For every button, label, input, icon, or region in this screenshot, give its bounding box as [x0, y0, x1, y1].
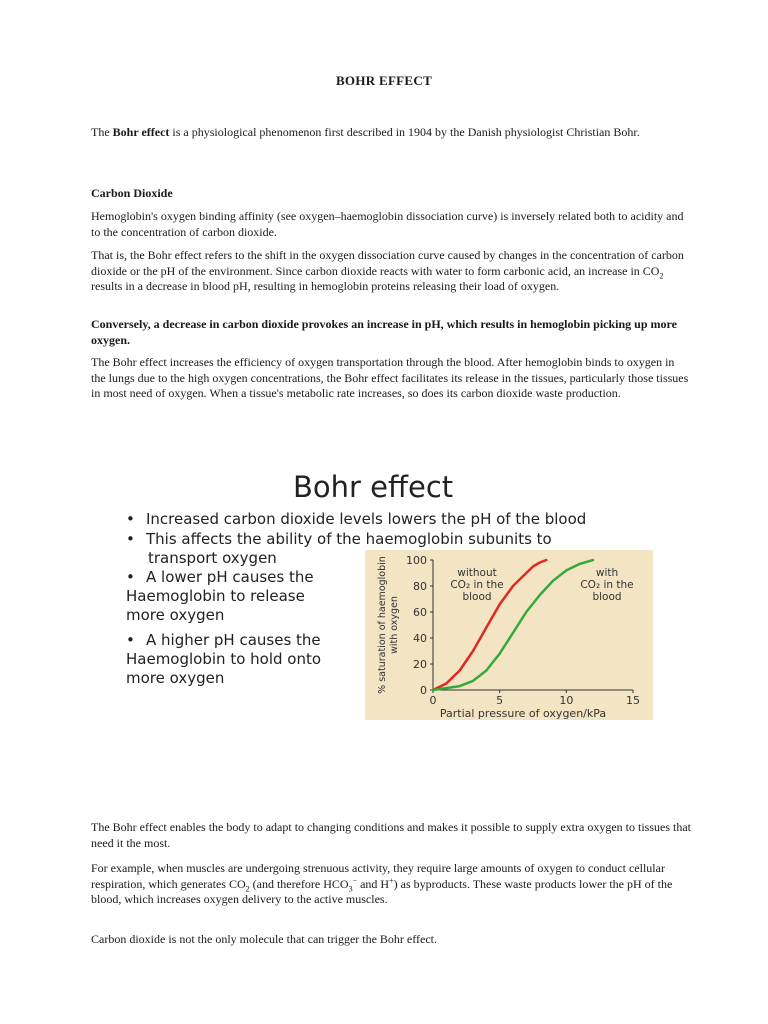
- y-tick-label-0: 0: [420, 684, 427, 697]
- series-label-1-line-1: without: [457, 567, 497, 579]
- paragraph-adapt: The Bohr effect enables the body to adapt to changing conditions and makes it possible to supply extra oxygen to tissues that need it the most.: [91, 820, 691, 850]
- y-axis-label: % saturation of haemoglobin: [377, 556, 388, 694]
- y-tick-label-80: 80: [413, 580, 427, 593]
- paragraph-efficiency: The Bohr effect increases the efficiency of oxygen transportation through the blood. After hemoglobin binds to oxygen in the lungs due to the high oxygen concentrations, the Bohr effect facilitates its release in the tissues, particularly those tissues in most need of oxygen. When a tissue's metabolic rate increases, so does its carbon dioxide waste production.: [91, 355, 689, 400]
- x-axis-label: Partial pressure of oxygen/kPa: [439, 707, 607, 720]
- y-tick-label-60: 60: [413, 606, 427, 619]
- oxygen-dissociation-chart: [365, 550, 653, 720]
- y-tick-label-20: 20: [413, 658, 427, 671]
- series-label-1-line-2: CO₂ in the: [450, 579, 504, 591]
- x-tick-label-5: 5: [496, 694, 504, 707]
- chart-svg: [365, 550, 653, 720]
- intro-paragraph: The Bohr effect is a physiological phenomenon first described in 1904 by the Danish physiologist Christian Bohr.: [91, 125, 640, 139]
- series-label-2-line-2: CO₂ in the: [580, 579, 634, 591]
- page-title: BOHR EFFECT: [335, 73, 433, 88]
- paragraph-example: For example, when muscles are undergoing strenuous activity, they require large amounts of oxygen to conduct cellular respiration, which generates $CO_2$ (and therefore $HCO_3^-$ and H+) as byproducts. These waste products lower the pH of the blood, which increases oxygen delivery to the active muscles.: [91, 861, 673, 906]
- x-tick-label-0: 0: [429, 694, 437, 707]
- paragraph-shift: That is, the Bohr effect refers to the shift in the oxygen dissociation curve caused by changes in the concentration of carbon dioxide or the pH of the environment. Since carbon dioxide reacts with water to form carbonic acid, an increase in $CO_2$ results in a decrease in blood pH, resulting in hemoglobin proteins releasing their load of oxygen.: [91, 248, 684, 293]
- x-tick-label-15: 15: [626, 694, 640, 707]
- y-axis-label-2: with oxygen: [389, 596, 400, 654]
- series-label-1-line-3: blood: [462, 591, 492, 603]
- slide-bullet-2: • This affects the ability of the haemoglobin subunits to transport oxygen: [126, 530, 552, 567]
- bohr-effect-term: Bohr effect: [112, 125, 170, 139]
- series-label-2-line-1: with: [595, 567, 619, 579]
- paragraph-other-molecules: Carbon dioxide is not the only molecule that can trigger the Bohr effect.: [91, 932, 438, 946]
- y-tick-label-100: 100: [406, 554, 427, 567]
- slide-bullet-1: • Increased carbon dioxide levels lowers the pH of the blood: [126, 510, 587, 528]
- slide-bullet-4: • A higher pH causes the Haemoglobin to hold onto more oxygen: [126, 631, 322, 687]
- series-label-2-line-3: blood: [592, 591, 622, 603]
- x-tick-label-10: 10: [559, 694, 574, 707]
- paragraph-conversely: Conversely, a decrease in carbon dioxide provokes an increase in pH, which results in hemoglobin picking up more oxygen.: [91, 317, 677, 347]
- slide-bullet-3: • A lower pH causes the Haemoglobin to release more oxygen: [126, 568, 314, 624]
- y-tick-label-40: 40: [413, 632, 427, 645]
- slide-title: Bohr effect: [293, 470, 454, 504]
- paragraph-affinity: Hemoglobin's oxygen binding affinity (see oxygen–haemoglobin dissociation curve) is inversely related both to acidity and to the concentration of carbon dioxide.: [91, 209, 684, 239]
- section-heading: Carbon Dioxide: [91, 186, 173, 200]
- bohr-effect-slide: [108, 462, 668, 722]
